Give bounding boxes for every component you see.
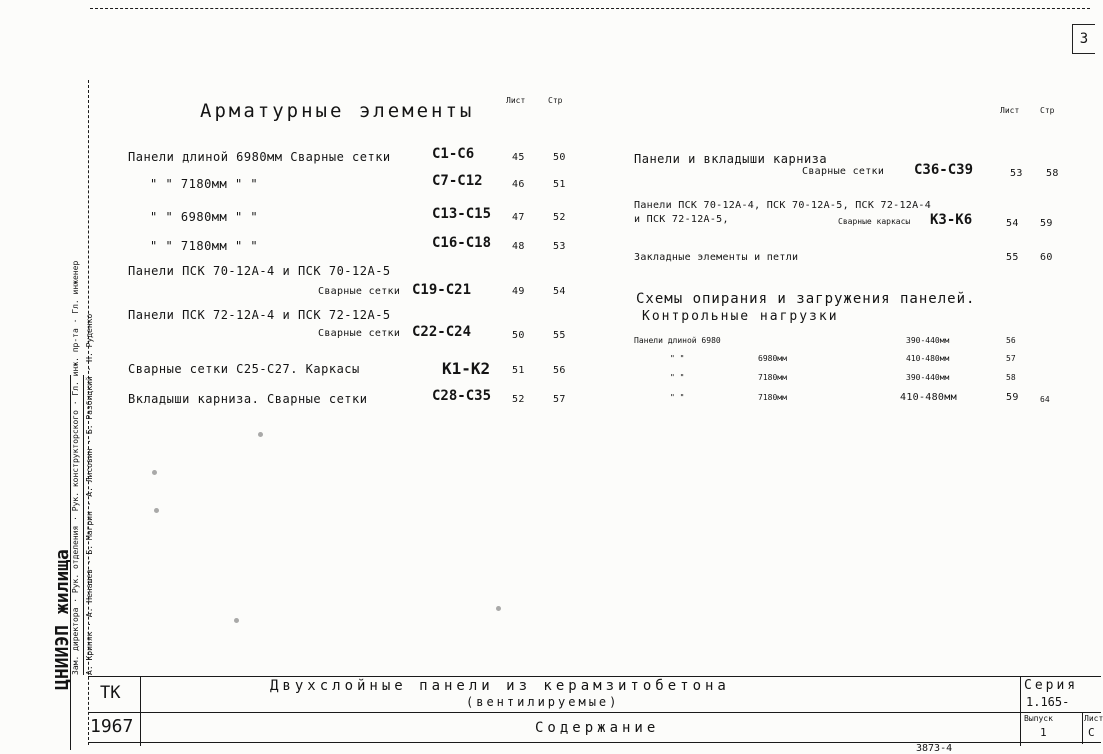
item-text: Панели и вкладыши карниза: [634, 152, 828, 166]
item-list: 55: [1006, 252, 1019, 263]
year-label: 1967: [90, 716, 134, 737]
schemes-title: Схемы опирания и загружения панелей.: [636, 291, 976, 307]
scheme-b: 7180мм: [758, 393, 787, 402]
roles-col: Зам. директора · Рук. отделения · Рук. конструкторского · Гл. инж. пр-та · Гл. инженер: [71, 260, 80, 675]
page-number-box: [1072, 24, 1095, 54]
item-code: С28-С35: [432, 388, 492, 404]
names-col: А. Криняк · А. Ненашев · Б. Магрин · А. Лисовин · Б. Разбицкий · Н. Руденко: [85, 313, 94, 675]
item-text: Вкладыши карниза. Сварные сетки: [128, 392, 368, 406]
col-header-page-left: Стр: [548, 96, 563, 105]
item-code: С7-С12: [432, 173, 483, 189]
person: Н. Руденко: [85, 313, 94, 362]
item-text: Панели ПСК 70-12А-4 и ПСК 70-12А-5: [128, 264, 391, 278]
scheme-b: 6980мм: [758, 354, 787, 363]
scheme-c: 390-440мм: [906, 373, 950, 382]
item-text: Закладные элементы и петли: [634, 252, 799, 263]
item-page: 60: [1040, 252, 1053, 263]
series-label: Серия: [1024, 678, 1079, 693]
list-label: Лист: [1084, 714, 1103, 723]
scheme-a: " ": [670, 373, 685, 382]
item-page: 52: [553, 212, 566, 223]
list-value: С: [1088, 726, 1095, 739]
scheme-a: " ": [670, 393, 685, 402]
item-page: 51: [553, 179, 566, 190]
role: Зам. директора: [71, 607, 80, 675]
person: Б. Магрин: [85, 511, 94, 555]
bottom-number: 3873-4: [916, 743, 953, 754]
item-code: С16-С18: [432, 235, 492, 251]
issue-value: 1: [1040, 726, 1047, 739]
item-text: Панели длиной 6980мм Сварные сетки: [128, 150, 391, 164]
item-code: К3-К6: [930, 212, 973, 228]
item-list: 46: [512, 179, 525, 190]
section-title: Арматурные элементы: [200, 100, 475, 122]
scheme-a: " ": [670, 354, 685, 363]
scheme-page: 64: [1040, 395, 1050, 404]
item-text: Панели ПСК 72-12А-4 и ПСК 72-12А-5: [128, 308, 391, 322]
item-code: С13-С15: [432, 206, 492, 222]
item-page: 57: [553, 394, 566, 405]
issue-label: Выпуск: [1024, 714, 1053, 723]
sheet-title: Содержание: [535, 720, 660, 736]
item-text: Сварные сетки С25-С27. Каркасы: [128, 362, 360, 376]
scheme-c: 390-440мм: [906, 336, 950, 345]
item-list: 48: [512, 241, 525, 252]
item-text: " " 6980мм " ": [150, 210, 259, 224]
item-page: 56: [553, 365, 566, 376]
person: А. Лисовин: [85, 448, 94, 497]
item-page: 53: [553, 241, 566, 252]
item-code: С19-С21: [412, 282, 472, 298]
item-list: 53: [1010, 168, 1023, 179]
scheme-list: 59: [1006, 392, 1019, 403]
role: Гл. инж. пр-та: [71, 328, 80, 396]
person: А. Криняк: [85, 631, 94, 675]
item-code: К1-К2: [442, 359, 491, 378]
col-header-list-left: Лист: [506, 96, 526, 105]
item-text: " " 7180мм " ": [150, 177, 259, 191]
item-sub: Сварные сетки: [802, 166, 885, 177]
scheme-b: 7180мм: [758, 373, 787, 382]
item-list: 49: [512, 286, 525, 297]
drawing-subtitle: (вентилируемые): [466, 695, 620, 709]
scheme-list: 56: [1006, 336, 1016, 345]
item-sub: Сварные сетки: [318, 286, 401, 297]
item-list: 47: [512, 212, 525, 223]
org-name: ЦНИИЭП жилища: [52, 549, 73, 690]
item-page: 50: [553, 152, 566, 163]
scheme-list: 58: [1006, 373, 1016, 382]
role: Рук. отделения: [71, 525, 80, 594]
item-text: " " 7180мм " ": [150, 239, 259, 253]
item-code: С1-С6: [432, 146, 475, 162]
item-list: 51: [512, 365, 525, 376]
item-sub: Сварные каркасы: [838, 217, 911, 226]
item-list: 50: [512, 330, 525, 341]
person: А. Ненашев: [85, 569, 94, 618]
drawing-title: Двухслойные панели из керамзитобетона: [270, 678, 730, 694]
item-page: 59: [1040, 218, 1053, 229]
item-page: 58: [1046, 168, 1059, 179]
scheme-c: 410-480мм: [906, 354, 950, 363]
col-header-list-right: Лист: [1000, 106, 1020, 115]
role: Рук. конструкторского: [71, 410, 80, 512]
series-value: 1.165-: [1026, 695, 1070, 709]
item-sub: Сварные сетки: [318, 328, 401, 339]
item-code: С22-С24: [412, 324, 472, 340]
tk-label: ТК: [100, 683, 121, 703]
item-text: Панели ПСК 70-12А-4, ПСК 70-12А-5, ПСК 72-12А-4: [634, 200, 932, 211]
item-list: 45: [512, 152, 525, 163]
scheme-c: 410-480мм: [900, 392, 957, 403]
item-text-2: и ПСК 72-12А-5,: [634, 214, 729, 225]
item-list: 52: [512, 394, 525, 405]
page-number: 3: [1079, 31, 1089, 47]
item-list: 54: [1006, 218, 1019, 229]
item-page: 55: [553, 330, 566, 341]
item-code: С36-С39: [914, 162, 974, 178]
scheme-a: Панели длиной 6980: [634, 336, 721, 345]
role: Гл. инженер: [71, 260, 80, 314]
scheme-list: 57: [1006, 354, 1016, 363]
person: Б. Разбицкий: [85, 376, 94, 435]
col-header-page-right: Стр: [1040, 106, 1055, 115]
schemes-subtitle: Контрольные нагрузки: [642, 309, 839, 324]
item-page: 54: [553, 286, 566, 297]
